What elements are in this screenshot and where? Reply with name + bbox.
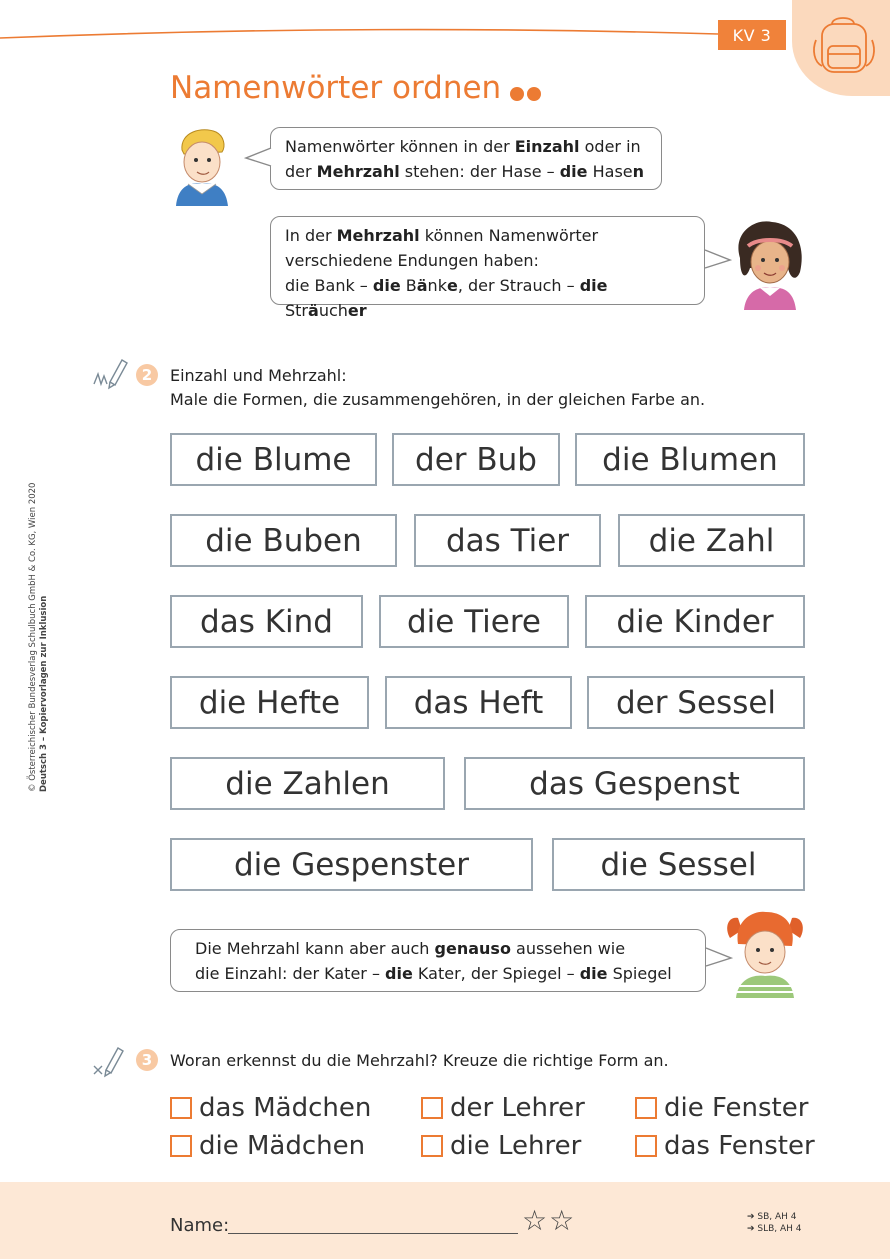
word-card[interactable]: die Blumen: [575, 433, 805, 486]
word-card[interactable]: die Hefte: [170, 676, 369, 729]
task2-line2: Male die Formen, die zusammengehören, in der gleichen Farbe an.: [170, 390, 706, 409]
option-label: das Mädchen: [199, 1093, 372, 1123]
kv-badge: KV 3: [718, 20, 786, 50]
speech-bubble-boy: [270, 127, 662, 190]
option-label: das Fenster: [664, 1131, 815, 1161]
cross-pencil-icon: [92, 1042, 128, 1078]
checkbox[interactable]: [170, 1097, 192, 1119]
bubble-line: Die Mehrzahl kann aber auch genauso aussehen wie: [195, 939, 626, 958]
word-card[interactable]: der Sessel: [587, 676, 805, 729]
option-label: die Fenster: [664, 1093, 809, 1123]
reference-slb: ➔ SLB, AH 4: [747, 1224, 802, 1234]
word-card[interactable]: die Tiere: [379, 595, 569, 648]
bubble-line: verschiedene Endungen haben:: [285, 251, 539, 270]
copyright-line: © Österreichischer Bundesverlag Schulbuch GmbH & Co. KG, Wien 2020: [28, 482, 38, 792]
speech-bubble-girl: [270, 216, 705, 320]
word-card[interactable]: die Gespenster: [170, 838, 533, 891]
bubble-line: In der Mehrzahl können Namenwörter: [285, 226, 599, 245]
name-label: Name:: [170, 1215, 230, 1236]
coloring-pencil-icon: [92, 354, 128, 390]
page-title: Namenwörter ordnen: [170, 70, 502, 106]
word-card[interactable]: die Sessel: [552, 838, 805, 891]
checkbox[interactable]: [421, 1097, 443, 1119]
word-card[interactable]: das Heft: [385, 676, 572, 729]
redhead-girl-illustration: [724, 908, 806, 998]
word-card[interactable]: der Bub: [392, 433, 560, 486]
rating-stars[interactable]: ☆☆: [522, 1204, 577, 1237]
reference-sb: ➔ SB, AH 4: [747, 1212, 797, 1222]
bubble-line: die Einzahl: der Kater – die Kater, der Spiegel – die Spiegel: [195, 964, 672, 983]
backpack-icon: [810, 10, 880, 78]
girl-illustration: [730, 218, 808, 310]
task-number-3: 3: [136, 1049, 158, 1071]
bubble-tail: [244, 146, 274, 170]
word-card[interactable]: die Kinder: [585, 595, 805, 648]
difficulty-dot: [527, 87, 541, 101]
copyright-side-text: [28, 483, 50, 792]
task2-instruction: [170, 364, 705, 412]
option-die-lehrer[interactable]: [421, 1131, 581, 1161]
option-die-fenster[interactable]: [635, 1093, 808, 1123]
option-label: die Lehrer: [450, 1131, 582, 1161]
name-input-line[interactable]: [228, 1233, 518, 1234]
word-card[interactable]: das Gespenst: [464, 757, 805, 810]
difficulty-dot: [510, 87, 524, 101]
checkbox[interactable]: [635, 1097, 657, 1119]
word-card[interactable]: die Blume: [170, 433, 377, 486]
option-das-maedchen[interactable]: [170, 1093, 371, 1123]
checkbox[interactable]: [170, 1135, 192, 1157]
word-card[interactable]: das Kind: [170, 595, 363, 648]
checkbox[interactable]: [421, 1135, 443, 1157]
difficulty-indicator: [510, 86, 544, 105]
word-card[interactable]: die Zahlen: [170, 757, 445, 810]
speech-bubble-redhead: [170, 929, 706, 992]
bubble-line: Namenwörter können in der Einzahl oder in: [285, 137, 641, 156]
boy-illustration: [172, 124, 232, 206]
checkbox[interactable]: [635, 1135, 657, 1157]
task3-instruction: Woran erkennst du die Mehrzahl? Kreuze die richtige Form an.: [170, 1051, 669, 1070]
option-label: der Lehrer: [450, 1093, 585, 1123]
bubble-line: die Bank – die Bänke, der Strauch – die Sträucher: [285, 276, 608, 320]
option-der-lehrer[interactable]: [421, 1093, 585, 1123]
option-die-maedchen[interactable]: [170, 1131, 365, 1161]
bubble-tail: [702, 248, 732, 272]
word-card[interactable]: die Zahl: [618, 514, 805, 567]
word-card[interactable]: die Buben: [170, 514, 397, 567]
word-card[interactable]: das Tier: [414, 514, 601, 567]
option-label: die Mädchen: [199, 1131, 366, 1161]
task-number-2: 2: [136, 364, 158, 386]
publication-line: Deutsch 3 – Kopiervorlagen zur Inklusion: [39, 595, 49, 792]
bubble-line: der Mehrzahl stehen: der Hase – die Hasen: [285, 162, 645, 181]
task2-line1: Einzahl und Mehrzahl:: [170, 366, 347, 385]
option-das-fenster[interactable]: [635, 1131, 815, 1161]
